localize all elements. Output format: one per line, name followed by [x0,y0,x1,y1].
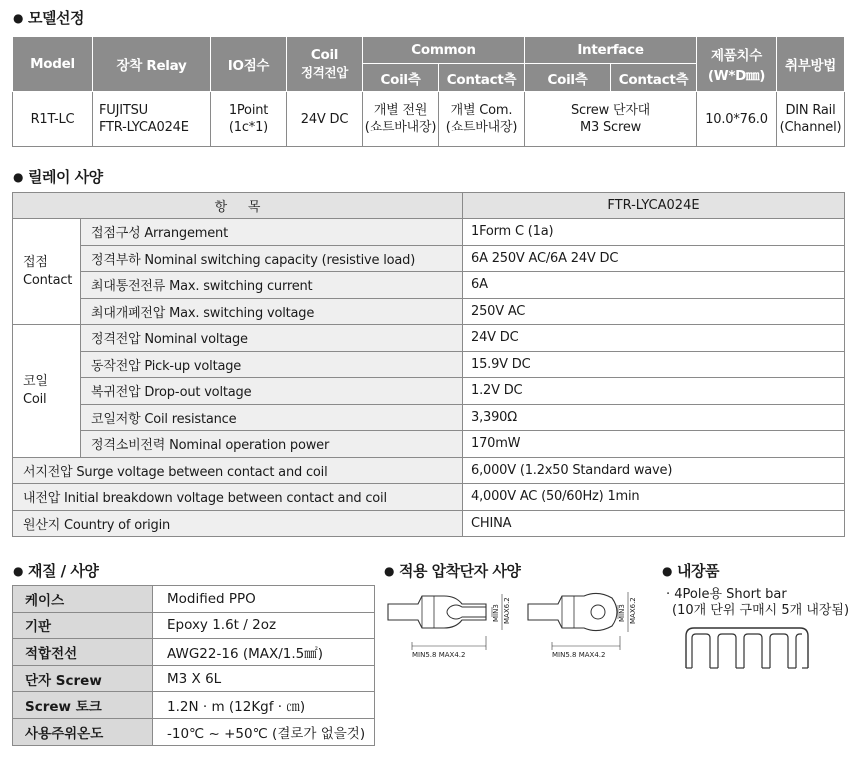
material-key: 사용주위온도 [13,718,153,745]
table-row [13,219,845,246]
dim-min3-label: MIN3 [618,604,626,622]
header-coil-line1: Coil [310,47,339,63]
header-coil-line2: 정격전압 [300,65,349,80]
table-row [13,692,375,719]
header-relay: 장착 Relay [93,37,211,92]
included-note-line1: · 4Pole용 Short bar [666,587,787,602]
material-value: -10℃ ~ +50℃ (결로가 없을것) [153,718,375,745]
table-row [13,92,845,147]
spec-value: 1.2V DC [463,378,845,405]
spec-value: 3,390Ω [463,404,845,431]
material-key: Screw 토크 [13,692,153,719]
header-coil [287,37,363,92]
cell-mount [777,92,845,147]
header-io: IO점수 [211,37,287,92]
spec-item: 최대개폐전압 Max. switching voltage [81,298,463,325]
material-key: 단자 Screw [13,665,153,692]
material-key: 적합전선 [13,639,153,666]
bullet-icon: ● [384,564,394,578]
dim-min3-label: MIN3 [492,604,500,622]
header-common-coil: Coil측 [363,64,439,92]
spec-item: 정격소비전력 Nominal operation power [81,431,463,458]
cell-relay [93,92,211,147]
section-title-text: 내장품 [676,562,719,580]
header-size-line1: 제품치수 [711,48,762,64]
cell-relay-line1: FUJITSU [99,103,148,118]
section-title-text: 모델선정 [27,9,84,27]
table-row [13,484,845,511]
spec-item: 정격부하 Nominal switching capacity (resistive load) [81,245,463,272]
table-row [13,245,845,272]
table-row [13,457,845,484]
spec-item: 내전압 Initial breakdown voltage between contact and coil [13,484,463,511]
spec-value: 6A [463,272,845,299]
section-title-model [13,7,84,28]
cell-relay-line2: FTR-LYCA024E [99,120,189,135]
material-value: M3 X 6L [153,665,375,692]
table-row [13,325,845,352]
table-row [13,718,375,745]
table-row [13,351,845,378]
group-contact-line2: Contact [23,272,73,288]
table-row [13,378,845,405]
fork-terminal-diagram [382,586,522,664]
cell-common-contact [439,92,525,147]
cell-common-contact-line2: (쇼트바내장) [445,120,518,135]
spec-value: 250V AC [463,298,845,325]
header-interface-coil: Coil측 [525,64,611,92]
short-bar-icon [682,624,812,672]
dim-bottom-label: MIN5.8 MAX4.2 [412,651,466,659]
ring-terminal-diagram [522,586,662,664]
cell-io-line2: (1c*1) [228,120,269,135]
cell-mount-line1: DIN Rail [785,103,836,118]
cell-io [211,92,287,147]
table-row [13,510,845,537]
group-coil-line1: 코일 [23,373,48,389]
dim-max62-label: MAX6.2 [503,597,511,624]
material-table [12,585,375,746]
material-value: Epoxy 1.6t / 2oz [153,612,375,639]
bullet-icon: ● [13,170,23,184]
spec-value: CHINA [463,510,845,537]
relay-spec-table [12,192,845,537]
header-common-contact: Contact측 [439,64,525,92]
section-title-terminal [384,560,520,581]
cell-common-coil [363,92,439,147]
header-mount: 취부방법 [777,37,845,92]
section-title-included [662,560,719,581]
material-value: 1.2N · m (12Kgf · ㎝) [153,692,375,719]
spec-item: 정격전압 Nominal voltage [81,325,463,352]
spec-item: 접점구성 Arrangement [81,219,463,246]
header-size-line2: (W*D㎜) [707,68,766,84]
cell-io-line1: 1Point [228,103,269,118]
group-coil-line2: Coil [23,391,47,407]
cell-coil: 24V DC [287,92,363,147]
table-row [13,431,845,458]
model-table [12,36,845,147]
spec-value: 170mW [463,431,845,458]
bullet-icon: ● [13,11,23,25]
included-note-line2: (10개 단위 구매시 5개 내장됨) [672,603,850,618]
spec-item: 원산지 Country of origin [13,510,463,537]
dim-bottom-label: MIN5.8 MAX4.2 [552,651,606,659]
section-title-text: 재질 / 사양 [27,562,99,580]
material-value: AWG22-16 (MAX/1.5㎟) [153,639,375,666]
cell-common-contact-line1: 개별 Com. [450,103,513,118]
spec-value: 15.9V DC [463,351,845,378]
section-title-relay [13,166,103,187]
group-coil [13,325,81,458]
cell-size: 10.0*76.0 [697,92,777,147]
header-size [697,37,777,92]
section-title-text: 릴레이 사양 [27,168,103,186]
material-key: 케이스 [13,586,153,613]
cell-common-coil-line2: (쇼트바내장) [364,120,437,135]
material-key: 기판 [13,612,153,639]
spec-item: 서지전압 Surge voltage between contact and coil [13,457,463,484]
table-row [13,404,845,431]
header-interface-contact: Contact측 [611,64,697,92]
header-interface: Interface [525,37,697,64]
group-contact-line1: 접점 [23,254,48,270]
table-row [13,612,375,639]
section-title-text: 적용 압착단자 사양 [398,562,521,580]
spec-value: 4,000V AC (50/60Hz) 1min [463,484,845,511]
table-row [13,586,375,613]
header-common: Common [363,37,525,64]
included-note [666,587,849,619]
bullet-icon: ● [13,564,23,578]
section-title-material [13,560,98,581]
spec-value: 6,000V (1.2x50 Standard wave) [463,457,845,484]
bullet-icon: ● [662,564,672,578]
spec-value: 6A 250V AC/6A 24V DC [463,245,845,272]
cell-model: R1T-LC [13,92,93,147]
group-contact [13,219,81,325]
dim-max62-label: MAX6.2 [629,597,637,624]
table-row [13,272,845,299]
cell-mount-line2: (Channel) [779,120,842,135]
cell-interface [525,92,697,147]
spec-item: 최대통전전류 Max. switching current [81,272,463,299]
cell-interface-line2: M3 Screw [579,120,642,135]
cell-interface-line1: Screw 단자대 [570,103,651,118]
cell-common-coil-line1: 개별 전원 [373,103,428,118]
spec-item: 복귀전압 Drop-out voltage [81,378,463,405]
header-model: Model [13,37,93,92]
spec-item: 동작전압 Pick-up voltage [81,351,463,378]
table-row [13,298,845,325]
spec-header-value: FTR-LYCA024E [463,193,845,219]
spec-header-item: 항 목 [13,193,463,219]
table-row [13,639,375,666]
material-value: Modified PPO [153,586,375,613]
spec-item: 코일저항 Coil resistance [81,404,463,431]
spec-value: 1Form C (1a) [463,219,845,246]
spec-value: 24V DC [463,325,845,352]
table-row [13,665,375,692]
